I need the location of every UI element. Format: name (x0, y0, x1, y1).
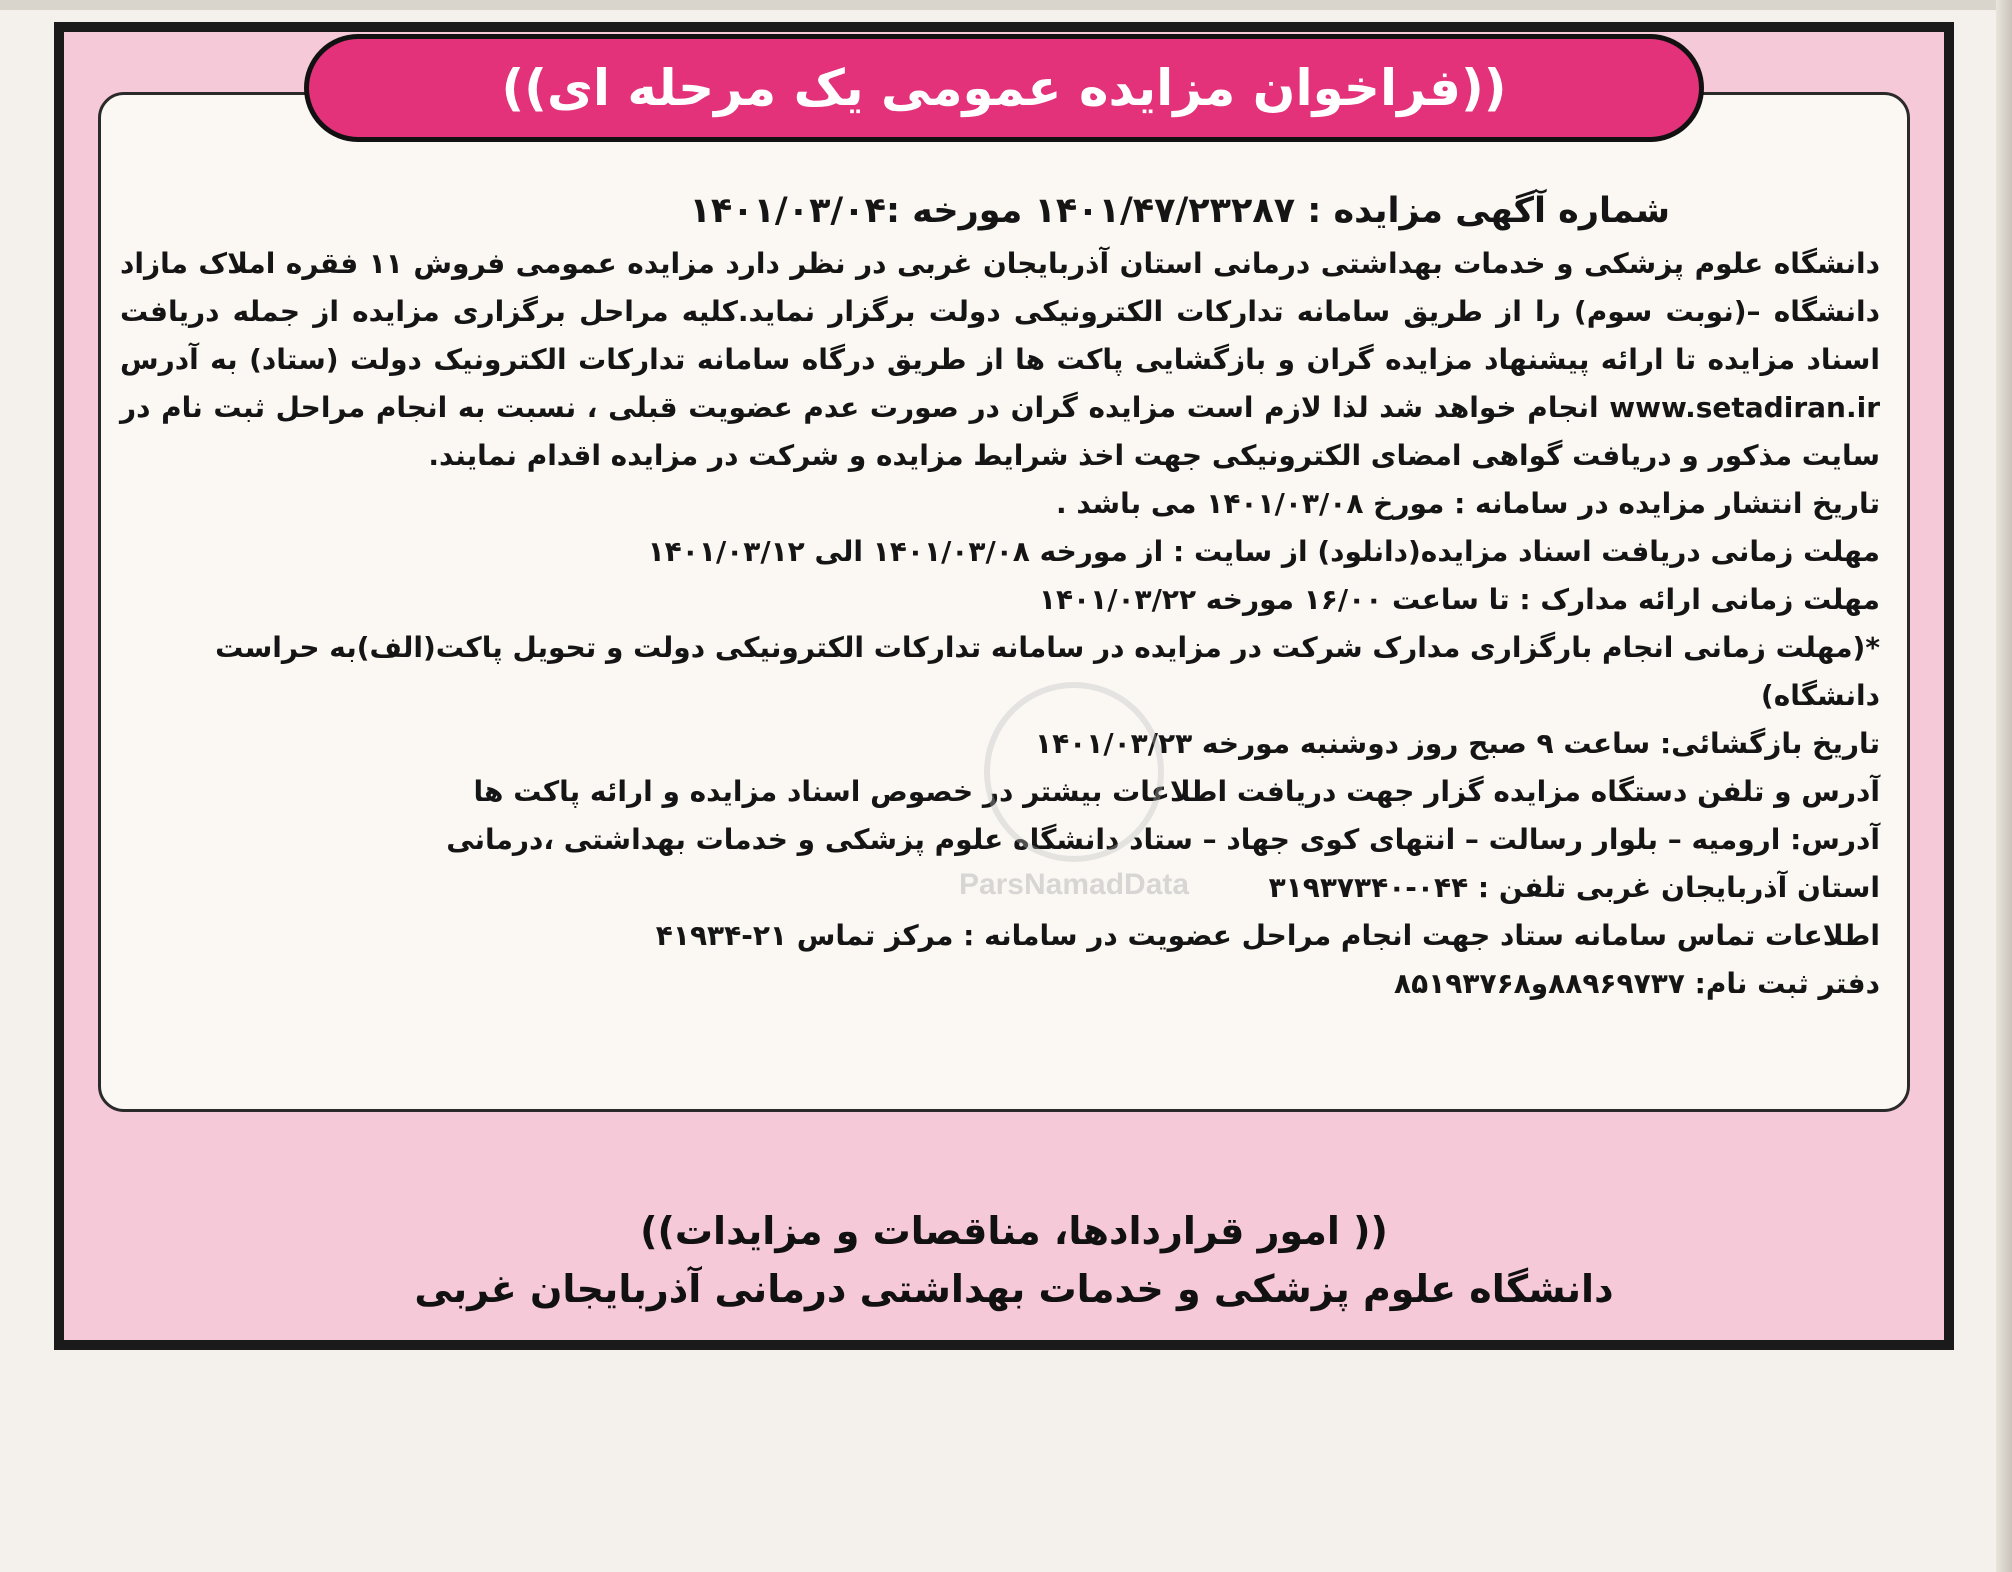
ad-number: شماره آگهی مزایده : ۱۴۰۱/۴۷/۲۳۲۸۷ مورخه :۱۴۰۱/۰۳/۰۴ (689, 191, 1670, 231)
ad-body (120, 182, 1880, 1008)
watermark-text: ParsNamadData (958, 868, 1190, 901)
advertisement-frame (54, 22, 1954, 1350)
footer-university: دانشگاه علوم پزشکی و خدمات بهداشتی درمانی آذربایجان غربی (414, 1267, 1614, 1311)
upload-note: *(مهلت زمانی انجام بارگزاری مدارک شرکت در مزایده در سامانه تدارکات الکترونیکی دولت و تحویل پاکت(الف)به حراست دانشگاه) (215, 631, 1880, 712)
opening-date: تاریخ بازگشائی: ساعت ۹ صبح روز دوشنبه مورخه ۱۴۰۱/۰۳/۲۳ (1034, 727, 1880, 760)
submit-deadline: مهلت زمانی ارائه مدارک : تا ساعت ۱۶/۰۰ مورخه ۱۴۰۱/۰۳/۲۲ (1038, 583, 1880, 616)
ad-title: ((فراخوان مزایده عمومی یک مرحله ای)) (501, 59, 1507, 117)
publish-date: تاریخ انتشار مزایده در سامانه : مورخ ۱۴۰۱/۰۳/۰۸ می باشد . (1055, 487, 1880, 520)
province-phone: استان آذربایجان غربی تلفن : ۰۴۴-۳۱۹۳۷۳۴۰ (1268, 871, 1880, 904)
scan-edge-right (1996, 0, 2012, 1572)
ad-paragraph: دانشگاه علوم پزشکی و خدمات بهداشتی درمانی استان آذربایجان غربی در نظر دارد مزایده عمومی فروش ۱۱ فقره املاک مازاد دانشگاه –(نوبت سوم) را از طریق سامانه تدارکات الکترونیکی دولت برگزار نماید.کلیه مراحل برگزاری مزایده از جمله دریافت اسناد مزایده تا ارائه پیشنهاد مزایده گران و بازگشایی پاکت ها از طریق درگاه سامانه تدارکات الکترونیک دولت (ستاد) به آدرس www.setadiran.ir انجام خواهد شد لذا لازم است مزایده گران در صورت عدم عضویت قبلی ، نسبت به انجام مراحل ثبت نام در سایت مذکور و دریافت گواهی امضای الکترونیکی جهت اخذ شرایط مزایده و شرکت در مزایده اقدام نمایند. (120, 247, 1880, 472)
setad-contact: اطلاعات تماس سامانه ستاد جهت انجام مراحل عضویت در سامانه : مرکز تماس ۲۱-۴۱۹۳۴ (655, 919, 1880, 952)
title-banner (304, 34, 1704, 142)
download-deadline: مهلت زمانی دریافت اسناد مزایده(دانلود) از سایت : از مورخه ۱۴۰۱/۰۳/۰۸ الی ۱۴۰۱/۰۳/۱۲ (647, 535, 1880, 568)
scan-edge-top (0, 0, 2012, 10)
footer-department: (( امور قراردادها، مناقصات و مزایدات)) (640, 1209, 1388, 1253)
address: آدرس: ارومیه – بلوار رسالت – انتهای کوی جهاد – ستاد دانشگاه علوم پزشکی و خدمات بهداشتی ،درمانی (446, 823, 1880, 856)
registration-office: دفتر ثبت نام: ۸۸۹۶۹۷۳۷و۸۵۱۹۳۷۶۸ (1394, 967, 1880, 1000)
contact-heading: آدرس و تلفن دستگاه مزایده گزار جهت دریافت اطلاعات بیشتر در خصوص اسناد مزایده و ارائه پاکت ها (473, 775, 1880, 808)
footer (64, 1202, 1964, 1318)
